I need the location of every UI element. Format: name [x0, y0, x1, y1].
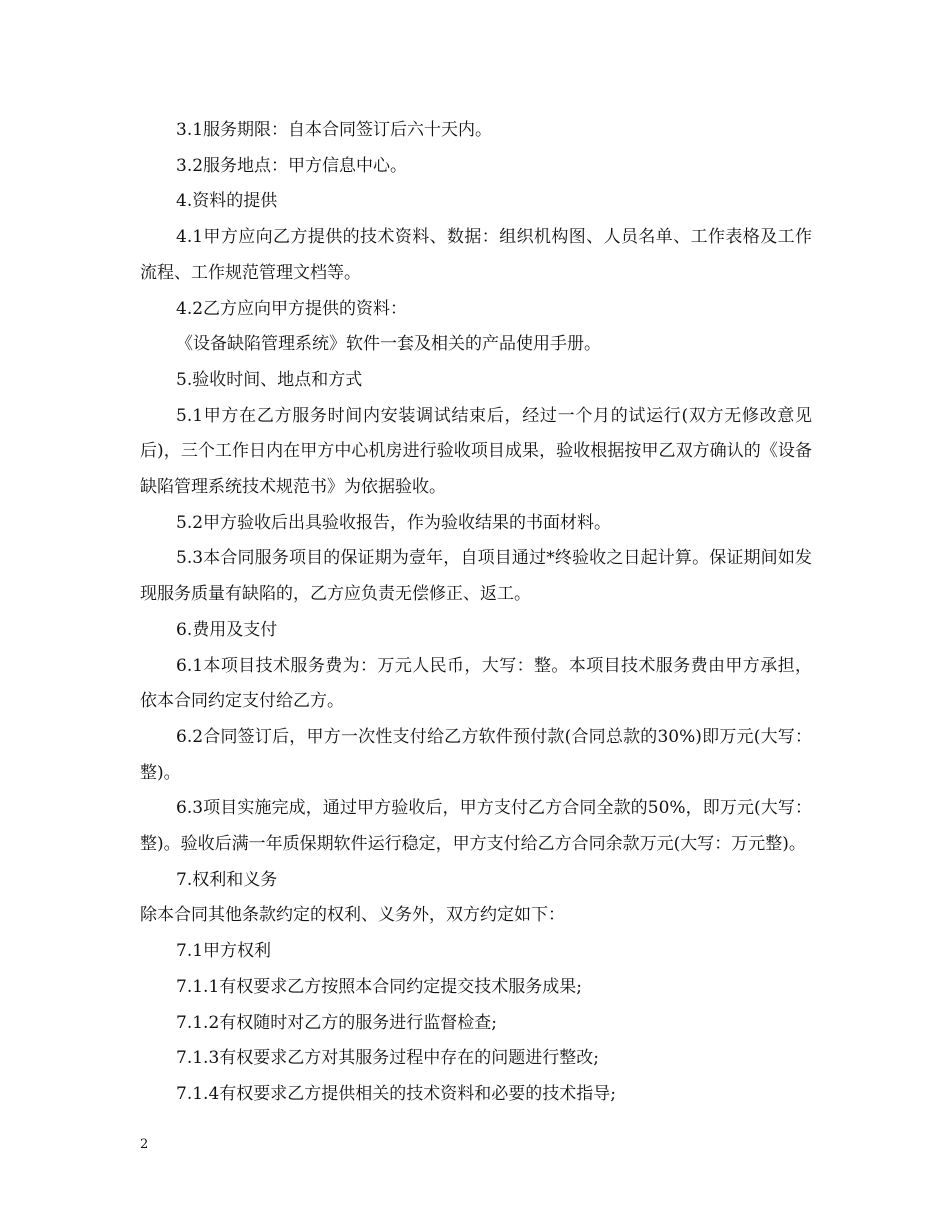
paragraph: 6.2合同签订后，甲方一次性支付给乙方软件预付款(合同总款的30%)即万元(大写：整)。 [140, 726, 812, 783]
section-heading: 7.权利和义务 [176, 869, 278, 890]
list-item: 7.1.3有权要求乙方对其服务过程中存在的问题进行整改; [176, 1048, 599, 1069]
paragraph: 3.1服务期限：自本合同签订后六十天内。 [176, 120, 493, 140]
paragraph: 5.3本合同服务项目的保证期为壹年，自项目通过*终验收之日起计算。保证期间如发现服务质量有缺陷的，乙方应负责无偿修正、返工。 [140, 548, 812, 605]
paragraph: 6.3项目实施完成，通过甲方验收后，甲方支付乙方合同全款的50%，即万元(大写：整)。验收后满一年质保期软件运行稳定，甲方支付给乙方合同余款万元(大写：万元整)。 [140, 798, 812, 855]
paragraph: 除本合同其他条款约定的权利、义务外，双方约定如下： [140, 905, 565, 926]
list-item: 7.1.2有权随时对乙方的服务进行监督检查; [176, 1012, 497, 1033]
section-heading: 6.费用及支付 [176, 619, 278, 640]
paragraph: 4.1甲方应向乙方提供的技术资料、数据：组织机构图、人员名单、工作表格及工作流程、工作规范管理文档等。 [140, 227, 812, 283]
paragraph: 5.1甲方在乙方服务时间内安装调试结束后，经过一个月的试运行(双方无修改意见后)，三个工作日内在甲方中心机房进行验收项目成果，验收根据按甲乙双方确认的《设备缺陷管理系统技术规范书》为依据验收。 [140, 405, 812, 498]
paragraph: 4.2乙方应向甲方提供的资料： [176, 298, 408, 319]
document-body [140, 113, 812, 1113]
subsection-heading: 7.1甲方权利 [176, 941, 272, 962]
paragraph: 5.2甲方验收后出具验收报告，作为验收结果的书面材料。 [176, 512, 612, 533]
section-heading: 4.资料的提供 [176, 191, 278, 212]
paragraph: 3.2服务地点：甲方信息中心。 [176, 155, 408, 176]
section-heading: 5.验收时间、地点和方式 [176, 369, 363, 390]
list-item: 7.1.4有权要求乙方提供相关的技术资料和必要的技术指导; [176, 1083, 616, 1104]
page-number: 2 [140, 1137, 149, 1152]
paragraph: 《设备缺陷管理系统》软件一套及相关的产品使用手册。 [176, 334, 601, 355]
list-item: 7.1.1有权要求乙方按照本合同约定提交技术服务成果; [176, 976, 582, 997]
paragraph: 6.1本项目技术服务费为：万元人民币，大写：整。本项目技术服务费由甲方承担，依本合同约定支付给乙方。 [140, 655, 812, 712]
